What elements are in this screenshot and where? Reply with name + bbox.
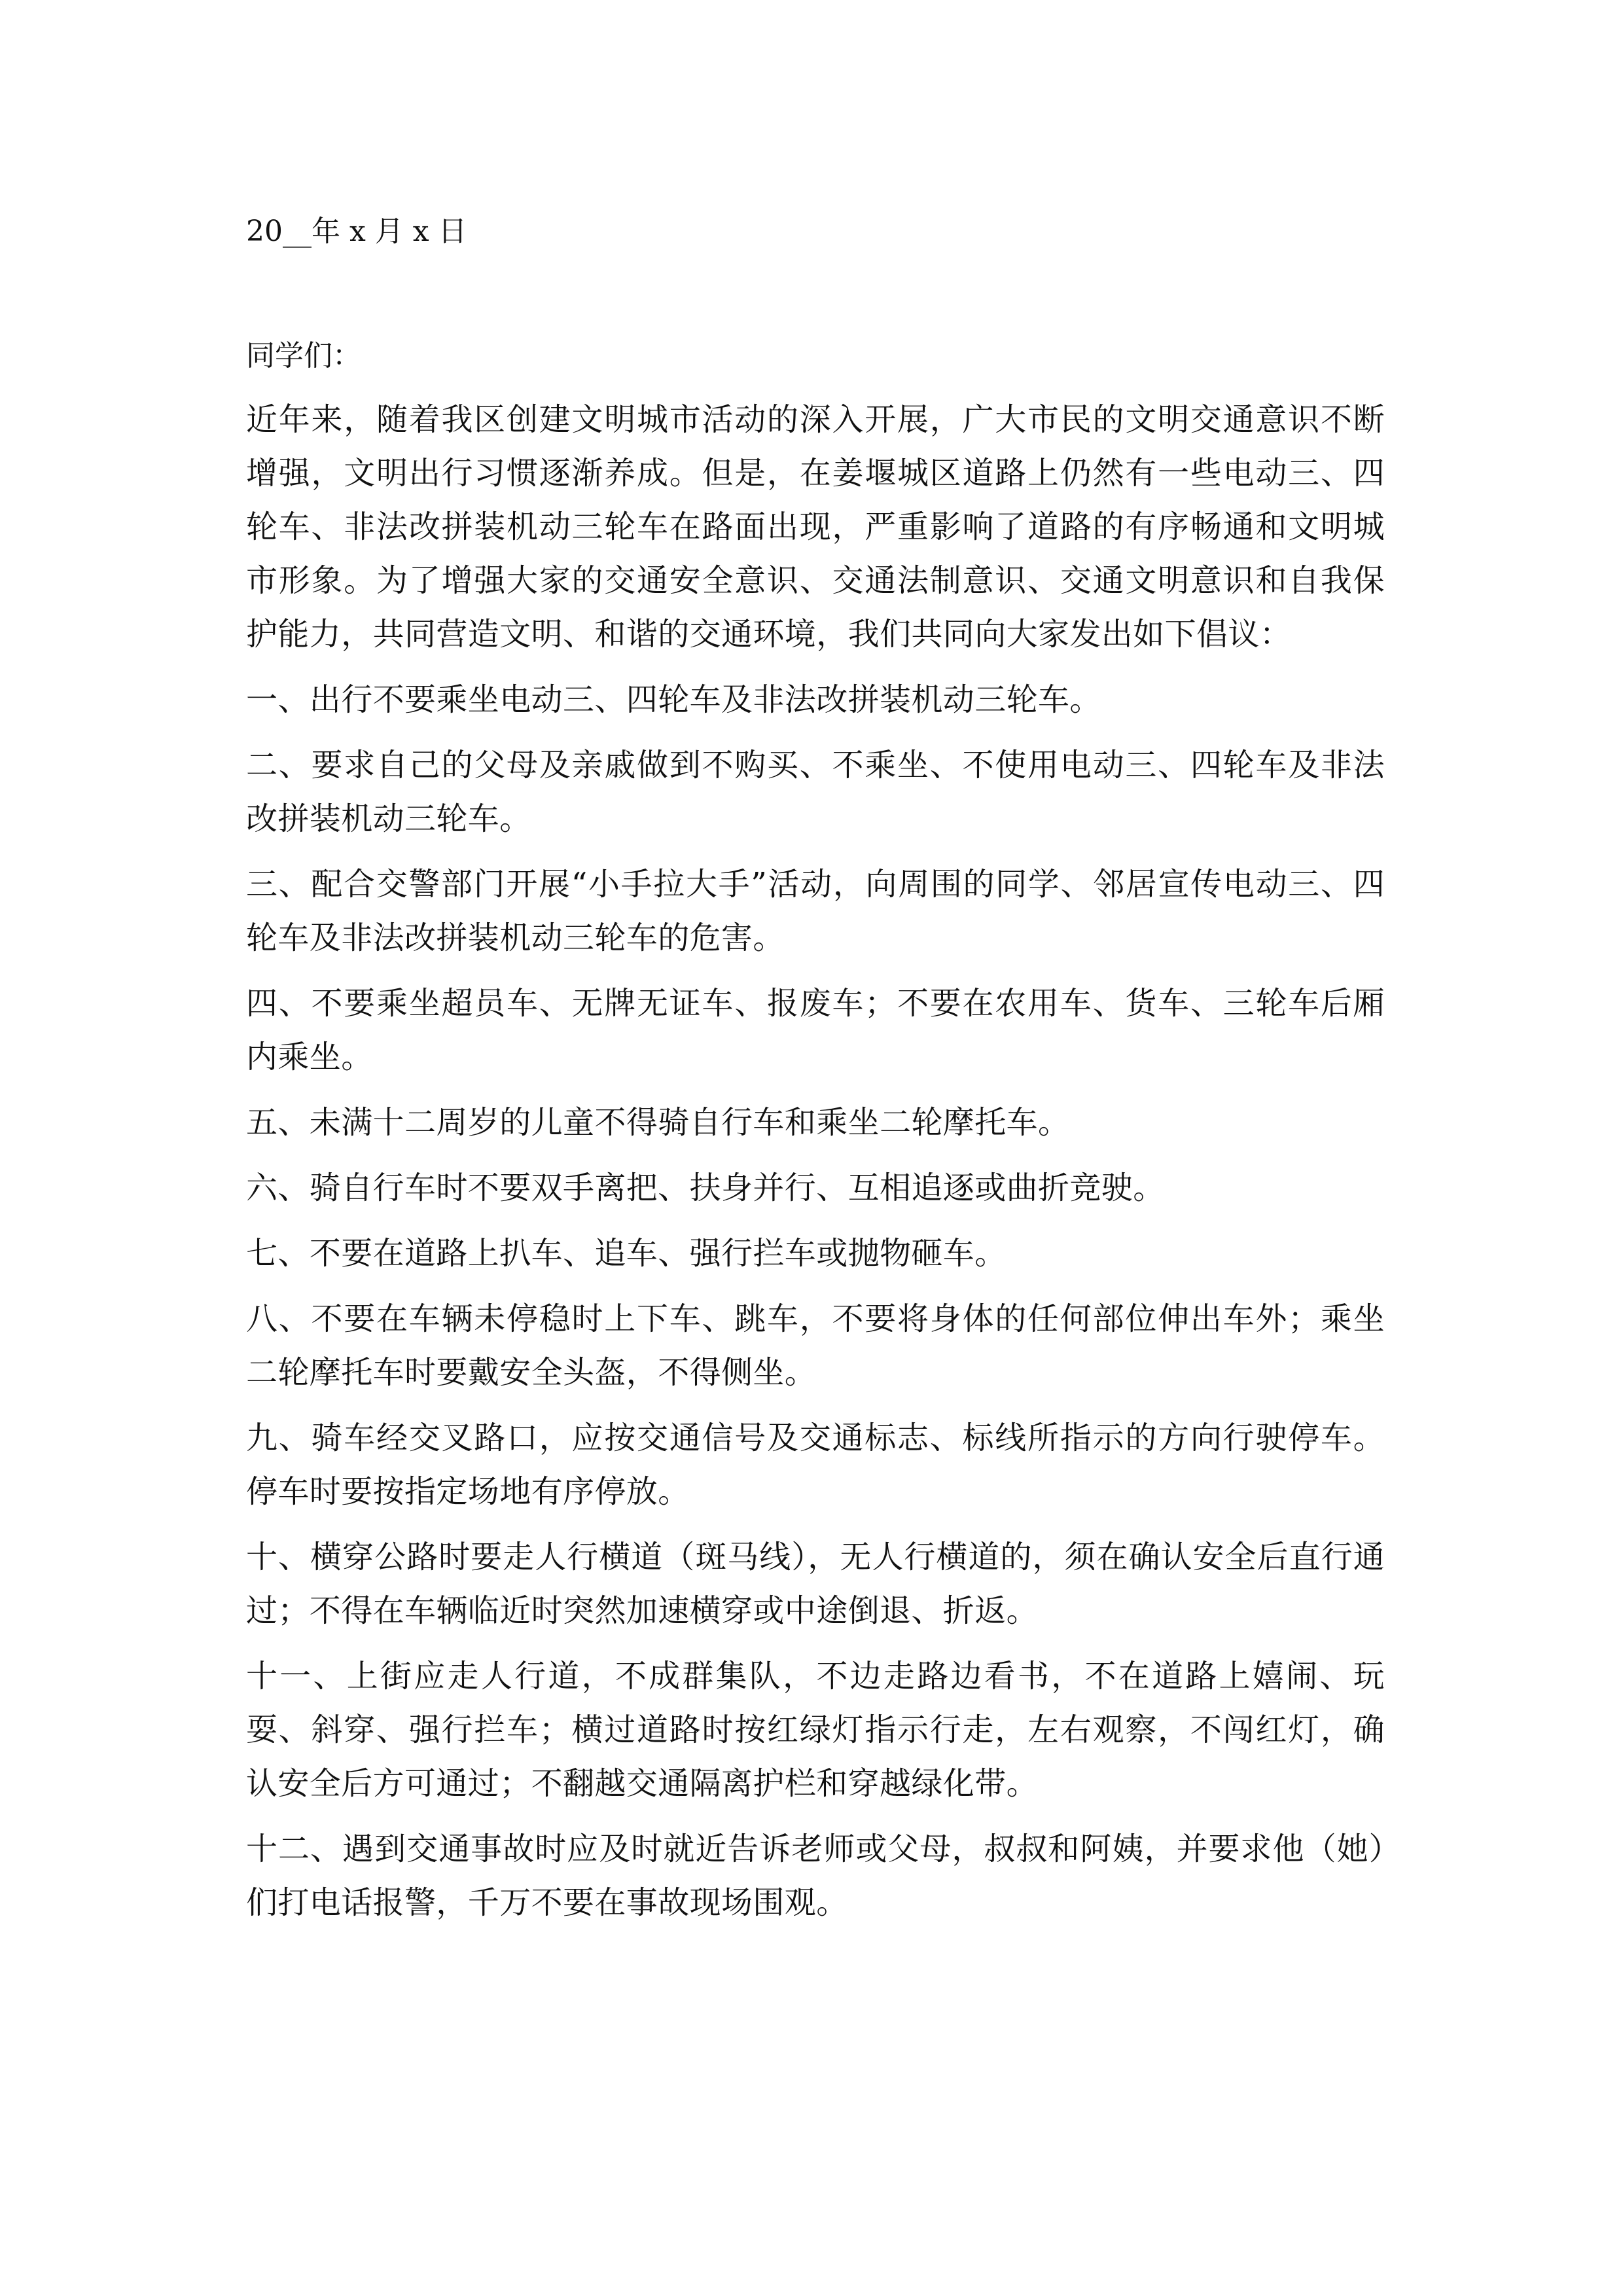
proposal-item-11: 十一、上街应走人行道，不成群集队，不边走路边看书，不在道路上嬉闹、玩耍、斜穿、强行拦车；横过道路时按红绿灯指示行走，左右观察，不闯红灯，确认安全后方可通过；不翻越交通隔离护栏和穿越绿化带。 (246, 1658, 1385, 1802)
proposal-item-8: 八、不要在车辆未停稳时上下车、跳车，不要将身体的任何部位伸出车外；乘坐二轮摩托车时要戴安全头盔，不得侧坐。 (246, 1300, 1385, 1391)
proposal-item-6: 六、骑自行车时不要双手离把、扶身并行、互相追逐或曲折竞驶。 (246, 1170, 1165, 1206)
proposal-item-3: 三、配合交警部门开展“小手拉大手”活动，向周围的同学、邻居宣传电动三、四轮车及非法改拼装机动三轮车的危害。 (246, 866, 1385, 956)
document-body (246, 208, 1385, 1941)
proposal-item-4: 四、不要乘坐超员车、无牌无证车、报废车；不要在农用车、货车、三轮车后厢内乘坐。 (246, 985, 1385, 1075)
proposal-item-10: 十、横穿公路时要走人行横道（斑马线），无人行横道的，须在确认安全后直行通过；不得在车辆临近时突然加速横穿或中途倒退、折返。 (246, 1539, 1385, 1629)
proposal-item-2: 二、要求自己的父母及亲戚做到不购买、不乘坐、不使用电动三、四轮车及非法改拼装机动三轮车。 (246, 747, 1385, 837)
proposal-item-5: 五、未满十二周岁的儿童不得骑自行车和乘坐二轮摩托车。 (246, 1104, 1070, 1141)
salutation: 同学们： (246, 339, 361, 372)
proposal-item-9: 九、骑车经交叉路口，应按交通信号及交通标志、标线所指示的方向行驶停车。停车时要按指定场地有序停放。 (246, 1420, 1385, 1510)
proposal-item-7: 七、不要在道路上扒车、追车、强行拦车或抛物砸车。 (246, 1235, 1007, 1272)
proposal-item-12: 十二、遇到交通事故时应及时就近告诉老师或父母，叔叔和阿姨，并要求他（她）们打电话报警，千万不要在事故现场围观。 (246, 1831, 1385, 1921)
document-date: 20__年 x 月 x 日 (246, 215, 467, 248)
proposal-item-1: 一、出行不要乘坐电动三、四轮车及非法改拼装机动三轮车。 (246, 681, 1101, 718)
intro-paragraph: 近年来，随着我区创建文明城市活动的深入开展，广大市民的文明交通意识不断增强，文明出行习惯逐渐养成。但是，在姜堰城区道路上仍然有一些电动三、四轮车、非法改拼装机动三轮车在路面出现，严重影响了道路的有序畅通和文明城市形象。为了增强大家的交通安全意识、交通法制意识、交通文明意识和自我保护能力，共同营造文明、和谐的交通环境，我们共同向大家发出如下倡议： (246, 401, 1385, 653)
